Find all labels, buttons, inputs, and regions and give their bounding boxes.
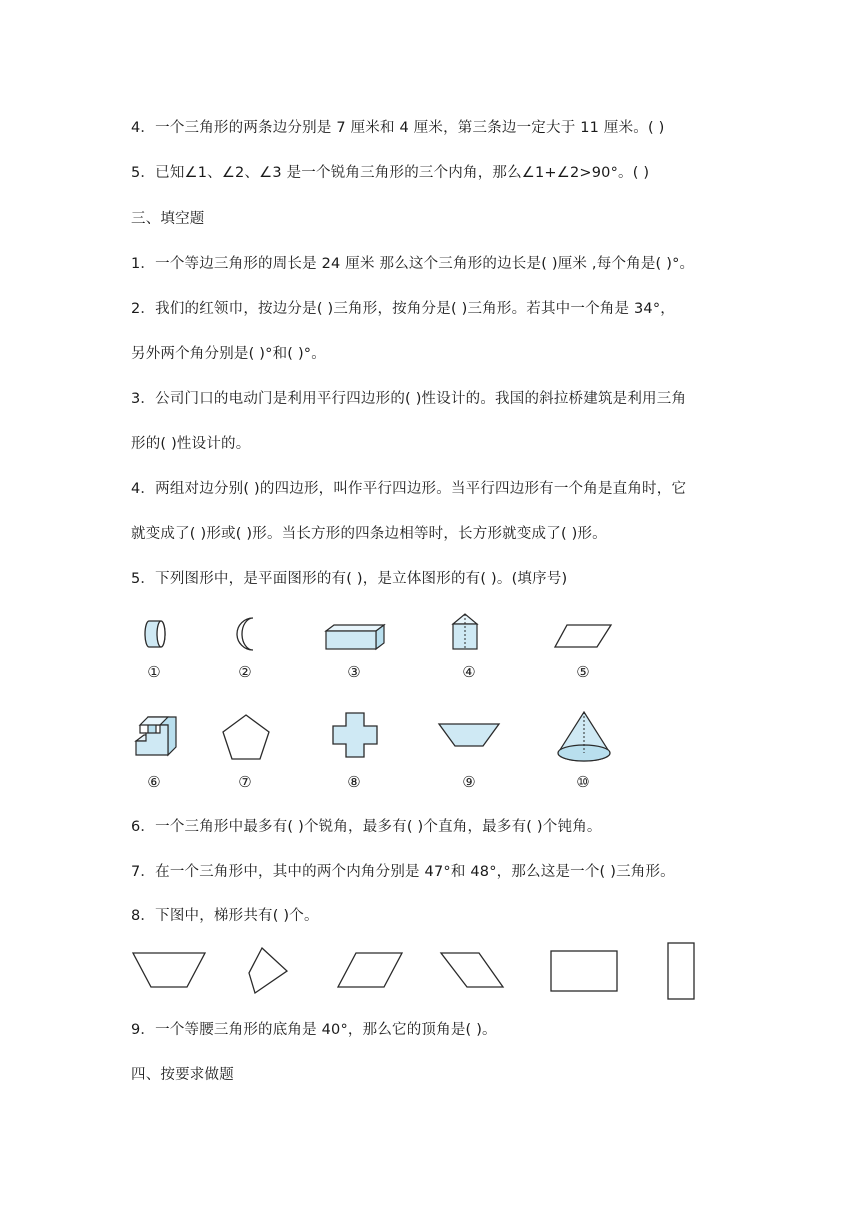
parallelogram-shape	[553, 623, 613, 649]
shape-label-8: ⑧	[347, 773, 361, 791]
shape-label-9: ⑨	[462, 773, 476, 791]
fill-question-4-line-1: 4．两组对边分别( )的四边形，叫作平行四边形。当平行四边形有一个角是直角时，它	[131, 481, 687, 497]
fill-question-5: 5．下列图形中，是平面图形的有( )，是立体图形的有( )。(填序号)	[131, 571, 568, 587]
fill-question-3-line-2: 形的( )性设计的。	[131, 436, 251, 452]
fill-question-4-line-2: 就变成了( )形或( )形。当长方形的四条边相等时，长方形就变成了( )形。	[131, 526, 607, 542]
shape-label-7: ⑦	[238, 773, 252, 791]
fill-question-7: 7．在一个三角形中，其中的两个内角分别是 47°和 48°，那么这是一个( )三角形。	[131, 864, 675, 880]
trapezoid-outline-shape-1	[131, 950, 207, 990]
crescent-moon-shape	[233, 616, 261, 652]
fill-question-1: 1．一个等边三角形的周长是 24 厘米 那么这个三角形的边长是( )厘米 ,每个角是( )°。	[131, 256, 695, 272]
fill-question-9: 9．一个等腰三角形的底角是 40°，那么它的顶角是( )。	[131, 1022, 497, 1038]
section-4-title: 四、按要求做题	[131, 1067, 234, 1083]
stepped-solid-shape	[134, 715, 180, 757]
judge-question-5: 5．已知∠1、∠2、∠3 是一个锐角三角形的三个内角，那么∠1+∠2>90°。( )	[131, 165, 650, 181]
rectangle-vertical-shape	[666, 941, 696, 1001]
triangular-prism-shape	[451, 612, 479, 652]
section-3-title: 三、填空题	[131, 211, 205, 227]
shape-label-10: ⑩	[576, 773, 590, 791]
shape-label-4: ④	[462, 663, 476, 681]
fill-question-3-line-1: 3．公司门口的电动门是利用平行四边形的( )性设计的。我国的斜拉桥建筑是利用三角	[131, 391, 687, 407]
trapezoid-filled-shape	[437, 722, 501, 748]
fill-question-8: 8．下图中，梯形共有( )个。	[131, 908, 319, 924]
shape-label-6: ⑥	[147, 773, 161, 791]
shape-label-1: ①	[147, 663, 161, 681]
fill-question-2-line-1: 2．我们的红领巾，按边分是( )三角形，按角分是( )三角形。若其中一个角是 34°，	[131, 301, 675, 317]
judge-question-4: 4．一个三角形的两条边分别是 7 厘米和 4 厘米，第三条边一定大于 11 厘米。( )	[131, 120, 665, 136]
cylinder-shape	[143, 618, 169, 650]
shape-label-3: ③	[347, 663, 361, 681]
cuboid-shape	[324, 623, 388, 651]
shape-label-5: ⑤	[576, 663, 590, 681]
irregular-quadrilateral-shape	[247, 945, 291, 997]
pentagon-shape	[220, 713, 272, 761]
cone-shape	[555, 710, 613, 764]
fill-question-2-line-2: 另外两个角分别是( )°和( )°。	[131, 346, 326, 362]
fill-question-6: 6．一个三角形中最多有( )个锐角，最多有( )个直角，最多有( )个钝角。	[131, 819, 602, 835]
cross-shape	[331, 711, 379, 759]
parallelogram-outline-shape	[336, 950, 404, 990]
shape-label-2: ②	[238, 663, 252, 681]
right-trapezoid-shape	[439, 950, 505, 990]
rectangle-horizontal-shape	[549, 949, 619, 993]
